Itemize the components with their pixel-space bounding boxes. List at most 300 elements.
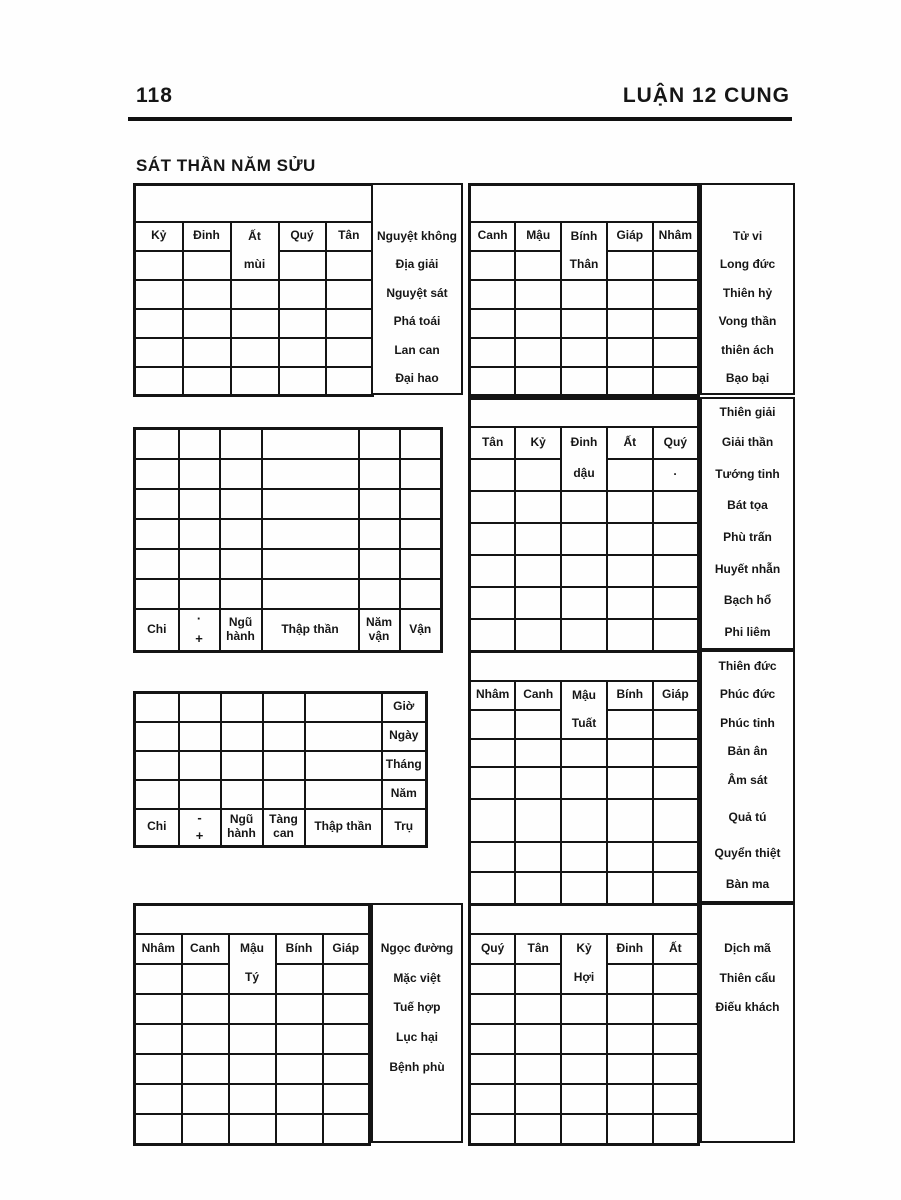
footer-label-cell: Năm vận: [359, 609, 400, 652]
stem-cell: Kỷ: [576, 941, 592, 956]
empty-cell: [470, 739, 516, 767]
empty-cell: [276, 1054, 323, 1084]
branch-cell: Hợi: [573, 970, 595, 985]
table-row: [470, 994, 699, 1024]
empty-cell: [607, 619, 653, 652]
table-row: [135, 338, 373, 367]
star-label: Nguyệt sát: [386, 285, 448, 300]
empty-cell: [179, 693, 221, 722]
empty-cell: [515, 710, 561, 739]
star-label: Ngọc đường: [380, 941, 454, 956]
empty-cell: [135, 549, 179, 579]
table-structure: [133, 427, 443, 653]
star-label: Bản ân: [727, 743, 768, 758]
star-label: Phá toái: [393, 314, 441, 329]
empty-cell: [323, 964, 370, 994]
empty-cell: [263, 722, 305, 751]
empty-cell: [470, 251, 516, 280]
star-label: Tướng tinh: [715, 466, 780, 481]
star-label-empty: [702, 1052, 793, 1082]
table-row: [470, 619, 699, 652]
header-strip-row: [470, 399, 699, 427]
empty-cell: [305, 693, 382, 722]
empty-cell: [470, 767, 516, 799]
star-column-s4-right: [700, 903, 795, 1143]
empty-cell: [607, 964, 653, 994]
empty-cell: [262, 579, 359, 609]
empty-cell: [653, 799, 699, 842]
empty-cell: [231, 309, 279, 338]
empty-cell: [515, 280, 561, 309]
table-row: [135, 459, 442, 489]
stem-cell: Canh: [515, 681, 561, 710]
star-column-s4-left: [371, 903, 463, 1143]
empty-cell: [607, 555, 653, 587]
stem-cell: Bính: [607, 681, 653, 710]
empty-cell: [470, 842, 516, 872]
empty-cell: [279, 367, 326, 396]
empty-cell: [470, 399, 699, 427]
empty-cell: [470, 185, 699, 222]
empty-cell: [276, 1024, 323, 1054]
empty-cell: [607, 523, 653, 555]
empty-cell: [607, 280, 653, 309]
table-row: [135, 489, 442, 519]
empty-cell: [515, 491, 561, 523]
empty-cell: [326, 367, 373, 396]
empty-cell: [653, 1054, 699, 1084]
table-structure: [468, 397, 700, 653]
empty-cell: [653, 338, 699, 367]
table-row: [470, 367, 699, 396]
empty-cell: [561, 587, 607, 619]
empty-cell: [561, 523, 607, 555]
empty-cell: [135, 367, 183, 396]
branch-cell: Thân: [569, 256, 599, 271]
empty-cell: [561, 491, 607, 523]
stem-row: [470, 222, 699, 251]
stem-row: [470, 681, 699, 710]
empty-cell: [515, 994, 561, 1024]
empty-cell: [470, 338, 516, 367]
empty-cell: [135, 309, 183, 338]
table-row: [470, 1024, 699, 1054]
star-label: Bệnh phù: [389, 1059, 445, 1074]
footer-label-cell: Chi: [135, 609, 179, 652]
empty-cell: [220, 579, 262, 609]
table-s4-right: [468, 903, 700, 1143]
empty-cell: [653, 523, 699, 555]
table-structure: [133, 691, 428, 848]
empty-cell: [179, 459, 220, 489]
empty-cell: [179, 489, 220, 519]
empty-cell: [262, 549, 359, 579]
stem-cell: Ất: [653, 934, 699, 964]
empty-cell: [359, 429, 400, 459]
empty-cell: [607, 367, 653, 396]
empty-cell: [653, 555, 699, 587]
empty-cell: [653, 842, 699, 872]
star-label: Mặc việt: [393, 970, 441, 985]
star-label: Giải thần: [721, 435, 774, 450]
table-s2-right: [468, 397, 700, 650]
empty-cell: [182, 1084, 229, 1114]
empty-cell: [135, 429, 179, 459]
footer-label-cell: Vận: [400, 609, 442, 652]
empty-cell: [515, 799, 561, 842]
empty-cell: [231, 280, 279, 309]
empty-cell: [183, 280, 231, 309]
running-title: LUẬN 12 CUNG: [622, 84, 790, 107]
empty-cell: [135, 1114, 182, 1145]
empty-cell: [220, 459, 262, 489]
empty-cell: [179, 751, 221, 780]
empty-cell: [561, 1054, 607, 1084]
empty-cell: [470, 905, 699, 934]
empty-cell: [515, 523, 561, 555]
empty-cell: [515, 619, 561, 652]
star-label: Phi liêm: [724, 624, 771, 639]
polarity-cell: [179, 809, 221, 847]
empty-cell: [359, 519, 400, 549]
empty-cell: [262, 519, 359, 549]
star-label: Long đức: [719, 257, 776, 272]
table-row: [470, 799, 699, 842]
empty-cell: [515, 739, 561, 767]
stem-branch-cell: [561, 934, 607, 994]
star-label: Địa giải: [395, 257, 439, 272]
star-column-s2-right: [700, 397, 795, 650]
table-row: [135, 309, 373, 338]
footer-label-cell: Thập thần: [262, 609, 359, 652]
empty-cell: [326, 280, 373, 309]
empty-cell: [515, 459, 561, 491]
footer-label-cell: Chi: [135, 809, 179, 847]
polarity-bottom: +: [195, 827, 204, 843]
stem-cell: Bính: [570, 228, 598, 243]
star-label: Thiên hỷ: [722, 285, 773, 300]
table-row: [470, 842, 699, 872]
empty-cell: [400, 489, 442, 519]
star-label: Bàn ma: [725, 877, 770, 892]
empty-cell: [179, 429, 220, 459]
empty-cell: [515, 1054, 561, 1084]
star-label-empty: [702, 1082, 793, 1112]
empty-cell: [607, 1054, 653, 1084]
pillar-cell: Ngày: [382, 722, 427, 751]
empty-cell: [135, 994, 182, 1024]
empty-cell: [653, 1114, 699, 1145]
table-row: [135, 1114, 370, 1145]
footer-label-cell: Ngũ hành: [221, 809, 263, 847]
table-s1-right: [468, 183, 700, 395]
table-row: [470, 338, 699, 367]
stem-cell: Tân: [515, 934, 561, 964]
empty-cell: [470, 459, 516, 491]
empty-cell: [182, 994, 229, 1024]
stem-cell: Quý: [470, 934, 516, 964]
empty-cell: [135, 1054, 182, 1084]
empty-cell: [653, 309, 699, 338]
empty-cell: [326, 338, 373, 367]
empty-cell: [229, 994, 276, 1024]
table-row: [135, 780, 427, 809]
empty-cell: [470, 1084, 516, 1114]
empty-cell: [276, 1114, 323, 1145]
empty-cell: [229, 1084, 276, 1114]
empty-cell: [179, 519, 220, 549]
empty-cell: [470, 1054, 516, 1084]
table-row: [470, 872, 699, 905]
stem-branch-cell: [561, 681, 607, 739]
header-strip-row: [135, 185, 373, 222]
empty-cell: [561, 842, 607, 872]
empty-cell: [607, 309, 653, 338]
table-s3-left: [133, 691, 425, 845]
table-row: [470, 309, 699, 338]
empty-cell: [263, 751, 305, 780]
empty-cell: [470, 587, 516, 619]
table-row: [470, 523, 699, 555]
stem-row: [470, 427, 699, 459]
empty-cell: [182, 1114, 229, 1145]
table-row: [135, 1024, 370, 1054]
branch-cell: Tuất: [571, 715, 597, 730]
empty-cell: [135, 722, 179, 751]
stem-row: [470, 934, 699, 964]
empty-cell: [470, 964, 516, 994]
star-label: Dịch mã: [724, 941, 771, 956]
empty-cell: [561, 338, 607, 367]
empty-cell: [262, 429, 359, 459]
empty-cell: [515, 367, 561, 396]
empty-cell: [561, 367, 607, 396]
empty-cell: [279, 338, 326, 367]
table-row: [470, 555, 699, 587]
star-label: Đại hao: [395, 371, 439, 386]
table-row: [470, 1114, 699, 1145]
footer-row: [135, 609, 442, 652]
empty-cell: [607, 491, 653, 523]
empty-cell: [305, 780, 382, 809]
polarity-bottom: +: [195, 631, 203, 647]
empty-cell: [263, 780, 305, 809]
empty-cell: [653, 1084, 699, 1114]
table-row: [135, 722, 427, 751]
page-number: 118: [136, 84, 173, 107]
empty-cell: [135, 693, 179, 722]
empty-cell: [607, 1114, 653, 1145]
empty-cell: [653, 739, 699, 767]
pillar-cell: Giờ: [382, 693, 427, 722]
table-row: [135, 367, 373, 396]
empty-cell: [653, 491, 699, 523]
empty-cell: [400, 579, 442, 609]
empty-cell: [515, 842, 561, 872]
stem-cell: Tân: [326, 222, 373, 251]
empty-cell: [470, 555, 516, 587]
empty-cell: [182, 1054, 229, 1084]
empty-cell: [561, 1084, 607, 1114]
empty-cell: [470, 710, 516, 739]
empty-cell: [183, 251, 231, 280]
empty-cell: [262, 459, 359, 489]
empty-cell: [470, 523, 516, 555]
empty-cell: [653, 587, 699, 619]
footer-label-cell: Thập thần: [305, 809, 382, 847]
stem-cell: Đinh: [570, 435, 598, 450]
empty-cell: [561, 309, 607, 338]
stem-cell: Kỷ: [135, 222, 183, 251]
empty-cell: [653, 251, 699, 280]
empty-cell: [653, 872, 699, 905]
empty-cell: [262, 489, 359, 519]
branch-cell: dậu: [573, 466, 595, 481]
empty-cell: [135, 780, 179, 809]
empty-cell: [135, 251, 183, 280]
star-label: Tuế hợp: [393, 1000, 441, 1015]
empty-cell: [326, 251, 373, 280]
polarity-top: -: [197, 809, 202, 825]
star-label-empty: [702, 1023, 793, 1053]
empty-cell: [323, 1114, 370, 1145]
footer-label-cell: Ngũ hành: [220, 609, 262, 652]
star-label: Bạo bại: [725, 371, 770, 386]
stem-branch-cell: [561, 427, 607, 491]
empty-cell: [135, 964, 182, 994]
empty-cell: [135, 905, 370, 934]
empty-cell: [279, 280, 326, 309]
table-row: [135, 751, 427, 780]
star-label: Tử vi: [732, 228, 763, 243]
empty-cell: [515, 1084, 561, 1114]
empty-cell: [653, 964, 699, 994]
table-row: [470, 1054, 699, 1084]
empty-cell: [470, 1024, 516, 1054]
empty-cell: [561, 1114, 607, 1145]
empty-cell: [231, 338, 279, 367]
star-label-empty: [702, 1111, 793, 1141]
empty-cell: [231, 367, 279, 396]
table-structure: [133, 903, 371, 1146]
table-row: [470, 280, 699, 309]
empty-cell: [135, 185, 373, 222]
star-label: thiên ách: [721, 342, 774, 357]
empty-cell: [221, 693, 263, 722]
empty-cell: [279, 251, 326, 280]
empty-cell: [607, 994, 653, 1024]
star-label: Bạch hổ: [723, 593, 772, 608]
empty-cell: [400, 459, 442, 489]
stem-row: [135, 222, 373, 251]
star-column-s1-left: [371, 183, 463, 395]
empty-cell: [607, 842, 653, 872]
empty-cell: [653, 994, 699, 1024]
stem-cell: Quý: [653, 427, 699, 459]
empty-cell: [220, 429, 262, 459]
star-label: Huyết nhẫn: [714, 561, 781, 576]
polarity-top: ·: [196, 611, 202, 627]
empty-cell: [561, 280, 607, 309]
empty-cell: [182, 1024, 229, 1054]
empty-cell: [135, 280, 183, 309]
star-label: Thiên đức: [718, 658, 777, 673]
empty-cell: [470, 367, 516, 396]
empty-cell: [179, 549, 220, 579]
branch-cell: Tý: [244, 970, 259, 985]
empty-cell: [359, 579, 400, 609]
empty-cell: [279, 309, 326, 338]
table-row: [470, 1084, 699, 1114]
empty-cell: [221, 751, 263, 780]
star-label: Quả tú: [728, 810, 767, 825]
empty-cell: [561, 1024, 607, 1054]
table-row: [470, 587, 699, 619]
empty-cell: [359, 459, 400, 489]
star-label: Thiên cẩu: [719, 970, 776, 985]
empty-cell: [515, 555, 561, 587]
empty-cell: [607, 799, 653, 842]
header-strip-row: [470, 652, 699, 681]
empty-cell: [515, 309, 561, 338]
empty-cell: [323, 1024, 370, 1054]
table-s1-left: [133, 183, 371, 395]
empty-cell: [182, 964, 229, 994]
header-rule: [128, 117, 792, 121]
pillar-cell: Tháng: [382, 751, 427, 780]
table-row: [135, 429, 442, 459]
empty-cell: [470, 309, 516, 338]
table-row: [135, 994, 370, 1024]
empty-cell: [135, 1024, 182, 1054]
empty-cell: [470, 872, 516, 905]
star-label: Lan can: [394, 342, 440, 357]
footer-label-cell: Tàng can: [263, 809, 305, 847]
empty-cell: [183, 338, 231, 367]
table-row: [470, 491, 699, 523]
stem-cell: Đinh: [607, 934, 653, 964]
empty-cell: [653, 619, 699, 652]
stem-cell: Giáp: [653, 681, 699, 710]
empty-cell: [515, 767, 561, 799]
empty-cell: [470, 280, 516, 309]
empty-cell: [653, 767, 699, 799]
footer-row: [135, 809, 427, 847]
empty-cell: [183, 367, 231, 396]
empty-cell: [326, 309, 373, 338]
star-label-empty: [373, 1082, 461, 1112]
stem-cell: Canh: [182, 934, 229, 964]
table-row: [135, 280, 373, 309]
empty-cell: [515, 587, 561, 619]
empty-cell: [515, 1024, 561, 1054]
empty-cell: [359, 549, 400, 579]
empty-cell: [561, 739, 607, 767]
header-strip-row: [135, 905, 370, 934]
empty-cell: [607, 1084, 653, 1114]
empty-cell: [607, 710, 653, 739]
branch-cell: mùi: [243, 256, 266, 271]
table-row: [135, 579, 442, 609]
empty-cell: [229, 1114, 276, 1145]
stem-cell: Ất: [248, 228, 261, 243]
star-label: Phúc đức: [719, 687, 776, 702]
dot-mark: ·: [653, 459, 699, 491]
empty-cell: [470, 799, 516, 842]
stem-cell: Giáp: [607, 222, 653, 251]
table-s3-right: [468, 650, 700, 903]
empty-cell: [653, 367, 699, 396]
